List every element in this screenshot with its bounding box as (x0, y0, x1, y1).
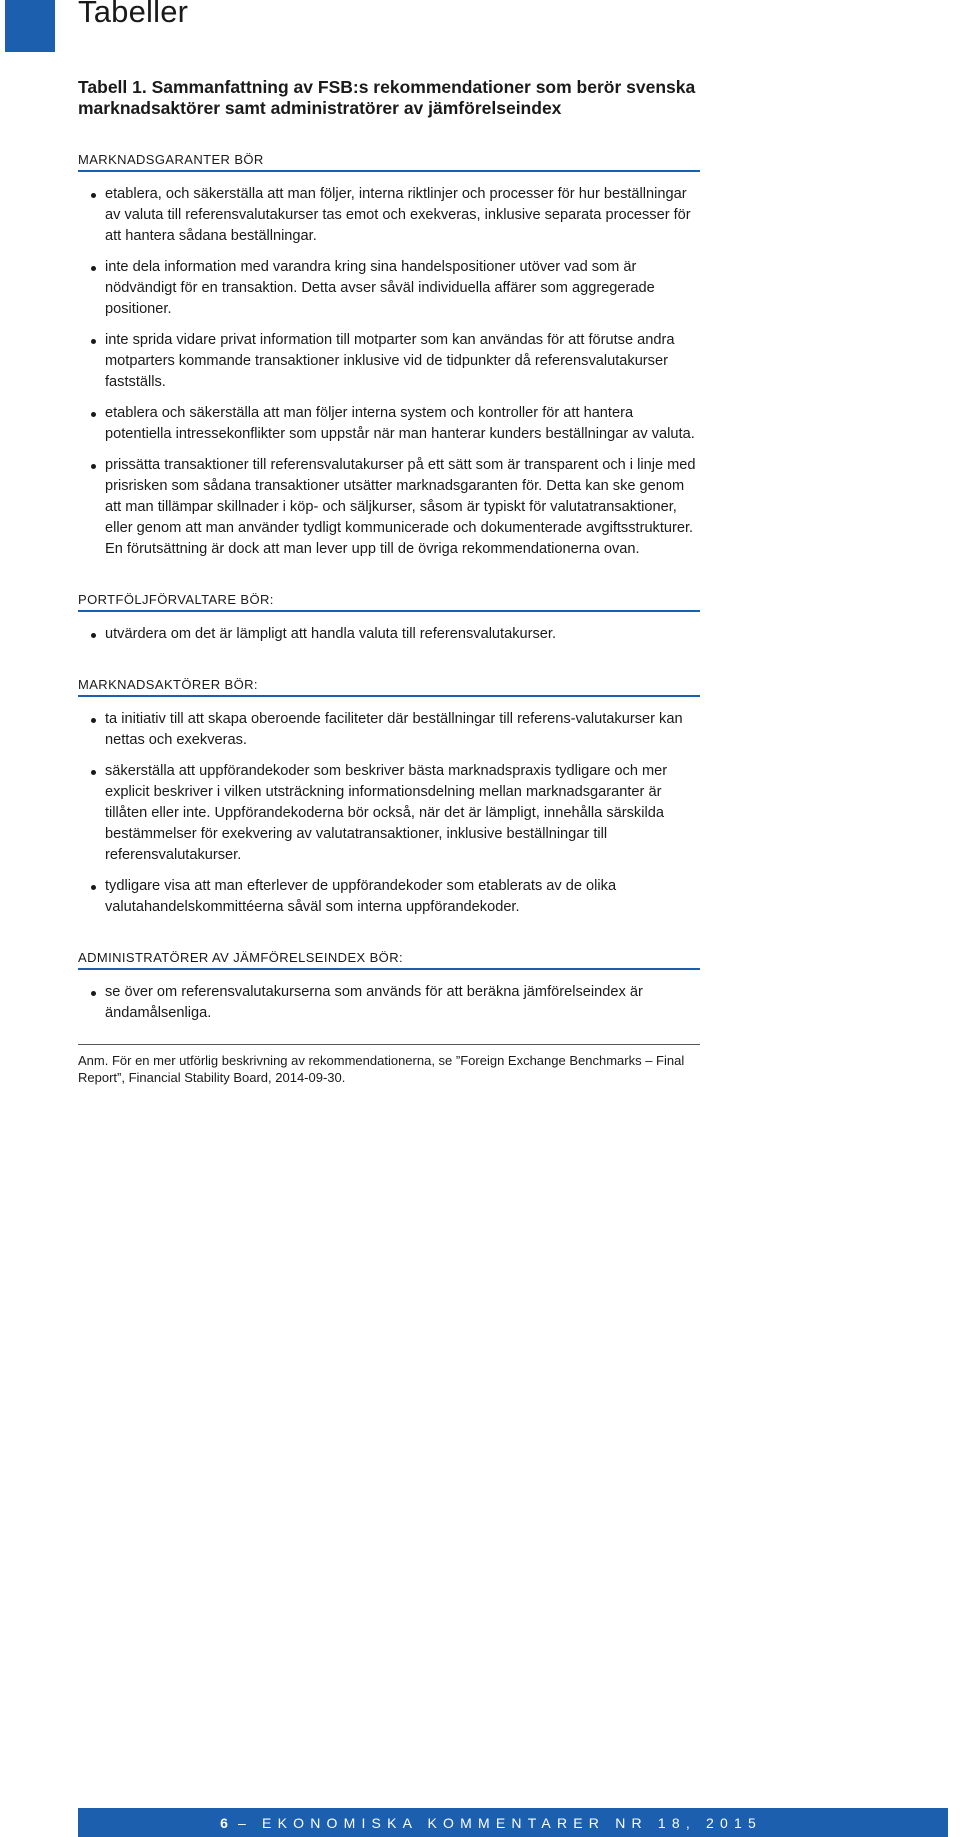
table-title: Tabell 1. Sammanfattning av FSB:s rekommendationer som berör svenska marknadsaktörer samt administratörer av jämförelseindex (78, 77, 696, 118)
list-item-text: tydligare visa att man efterlever de uppförandekoder som etablerats av de olika valutahandelskommittéerna såväl som interna uppförandekoder. (105, 878, 617, 915)
list-item-text: se över om referensvalutakurserna som används för att beräkna jämförelseindex är ändamålsenliga. (105, 984, 643, 1021)
bullet-icon (91, 885, 96, 890)
brand-square (5, 0, 55, 52)
list-item (78, 403, 700, 445)
list-item-text: etablera och säkerställa att man följer interna system och kontroller för att hantera potentiella intressekonflikter som uppstår när man hanterar kunders beställningar av valuta. (105, 405, 695, 442)
section-marknadsgaranter (78, 152, 700, 560)
bullet-icon (91, 339, 96, 344)
note-divider (78, 1044, 700, 1086)
section-heading: MARKNADSAKTÖRER BÖR: (78, 677, 700, 697)
list-item (78, 876, 700, 918)
section-portfoljforvaltare (78, 592, 700, 645)
list-item (78, 982, 700, 1024)
list-item (78, 709, 700, 751)
section-heading: ADMINISTRATÖRER AV JÄMFÖRELSEINDEX BÖR: (78, 950, 700, 970)
bullet-icon (91, 991, 96, 996)
page-number: 6 (220, 1814, 228, 1831)
section-administratorer (78, 950, 700, 1024)
list-item-text: ta initiativ till att skapa oberoende faciliteter där beställningar till referens-valutakurser kan nettas och exekveras. (105, 711, 683, 748)
list-item (78, 455, 700, 560)
bullet-icon (91, 412, 96, 417)
table-content (78, 152, 700, 1086)
bullet-icon (91, 633, 96, 638)
table-note: Anm. För en mer utförlig beskrivning av rekommendationerna, se ”Foreign Exchange Benchmarks – Final Report”, Financial Stability Board, 2014-09-30. (78, 1053, 685, 1085)
list-item (78, 624, 700, 645)
bullet-icon (91, 770, 96, 775)
list-item (78, 761, 700, 866)
list-item-text: etablera, och säkerställa att man följer, interna riktlinjer och processer för hur beställningar av valuta till referensvalutakurser tas emot och exekveras, inklusive separata processer för att hantera sådana beställningar. (105, 186, 691, 244)
bullet-icon (91, 266, 96, 271)
list-item (78, 184, 700, 247)
list-item-text: inte dela information med varandra kring sina handelspositioner utöver vad som är nödvändigt för en transaktion. Detta avser såväl individuella affärer som aggregerade positioner. (105, 259, 655, 317)
bullet-list (78, 624, 700, 645)
section-heading: PORTFÖLJFÖRVALTARE BÖR: (78, 592, 700, 612)
bullet-icon (91, 464, 96, 469)
list-item (78, 257, 700, 320)
list-item-text: inte sprida vidare privat information till motparter som kan användas för att förutse andra motparters kommande transaktioner inklusive vid de tidpunkter då referensvalutakurser fastställs. (105, 332, 675, 390)
publication-name: – EKONOMISKA KOMMENTARER NR 18, 2015 (237, 1814, 762, 1831)
page-footer (78, 1808, 948, 1837)
list-item (78, 330, 700, 393)
page-heading: Tabeller (78, 0, 189, 29)
bullet-icon (91, 718, 96, 723)
section-marknadsaktorer (78, 677, 700, 918)
bullet-list (78, 709, 700, 918)
list-item-text: utvärdera om det är lämpligt att handla valuta till referensvalutakurser. (105, 626, 557, 642)
bullet-list (78, 184, 700, 560)
bullet-list (78, 982, 700, 1024)
list-item-text: säkerställa att uppförandekoder som beskriver bästa marknadspraxis tydligare och mer explicit beskriver i vilken utsträckning informationsdelning mellan marknadsgaranter är tillåten eller inte. Uppförandekoderna bör också, när det är lämpligt, innehålla särskilda bestämmelser för exekvering av valutatransaktioner, inklusive beställningar till referensvalutakurser. (105, 763, 668, 863)
bullet-icon (91, 193, 96, 198)
list-item-text: prissätta transaktioner till referensvalutakurser på ett sätt som är transparent och i linje med prisrisken som sådana transaktioner utsätter marknadsgaranten för. Detta kan ske genom att man tillämpar skillnader i köp- och säljkurser, såsom är typiskt för valutatransaktioner, eller genom att man använder tydligt kommunicerade och dokumenterade avgiftsstrukturer. En förutsättning är dock att man lever upp till de övriga rekommendationerna ovan. (105, 457, 696, 557)
section-heading: MARKNADSGARANTER BÖR (78, 152, 700, 172)
